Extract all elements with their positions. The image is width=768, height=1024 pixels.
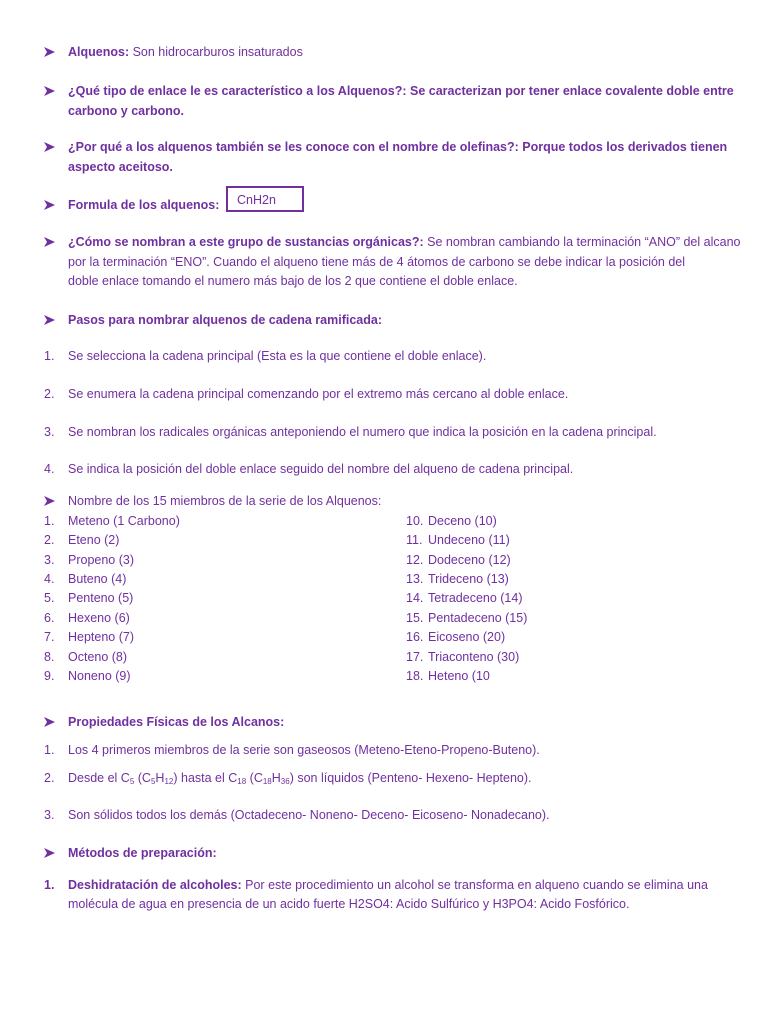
series-number: 3. [44,553,55,567]
steps-heading: Pasos para nombrar alquenos de cadena ramificada: [68,313,383,327]
series-item: Noneno (9) [68,669,131,683]
property-liquids-text [68,768,532,792]
series-number: 15. [406,611,424,625]
series-number: 14. [406,591,424,605]
definition-text: Son hidrocarburos insaturados [129,45,303,59]
property-number: 1. [44,743,55,757]
method-text: Por este procedimiento un alcohol se transforma en alqueno cuando se elimina una [241,878,708,892]
naming-answer-line3: doble enlace tomando el numero más bajo de los 2 que contiene el doble enlace. [68,274,518,288]
olefin-question-line2: aspecto aceitoso. [68,160,173,174]
method-number: 1. [44,878,55,892]
subscript: 36 [280,777,290,786]
series-item: Penteno (5) [68,591,134,605]
series-item: Eicoseno (20) [428,630,506,644]
bullet-arrow-icon [44,42,56,62]
bullet-arrow-icon [44,81,56,101]
method-line2: molécula de agua en presencia de un acido fuerte H2SO4: Acido Sulfúrico y H3PO4: Acido Fosfórico. [68,897,630,911]
properties-heading: Propiedades Físicas de los Alcanos: [68,715,285,729]
series-item: Hepteno (7) [68,630,135,644]
step-number: 2. [44,387,55,401]
property-number: 3. [44,808,55,822]
series-item: Propeno (3) [68,553,135,567]
property-number: 2. [44,771,55,785]
series-number: 13. [406,572,424,586]
subscript: 5 [150,777,156,786]
series-item: Heteno (10 [428,669,490,683]
methods-heading: Métodos de preparación: [68,846,217,860]
series-number: 12. [406,553,424,567]
series-number: 1. [44,514,55,528]
formula-fragment: ) son líquidos (Penteno- Hexeno- Hepteno). [289,771,532,785]
definition-label: Alquenos: [68,45,130,59]
series-item: Triaconteno (30) [428,650,520,664]
formula-fragment: ) hasta el C [173,771,238,785]
step-text: Se indica la posición del doble enlace seguido del nombre del alqueno de cadena principal. [68,462,574,476]
bond-question-line1: ¿Qué tipo de enlace le es característico a los Alquenos?: Se caracterizan por tener enlace covalente doble entre [68,84,734,98]
subscript: 18 [237,777,247,786]
formula-fragment: H [155,771,165,785]
series-item: Meteno (1 Carbono) [68,514,180,528]
series-number: 6. [44,611,55,625]
formula-fragment: (C [246,771,263,785]
olefin-question-line1: ¿Por qué a los alquenos también se les conoce con el nombre de olefinas?: Porque todos los derivados tienen [68,140,728,154]
formula-fragment: (C [134,771,151,785]
naming-answer-line2: por la terminación “ENO”. Cuando el alqueno tiene más de 4 átomos de carbono se debe indicar la posición del [68,255,686,269]
series-number: 4. [44,572,55,586]
series-item: Buteno (4) [68,572,127,586]
series-item: Tetradeceno (14) [428,591,523,605]
bullet-arrow-icon [44,195,56,215]
formula-text: CnH2n [237,193,276,207]
property-text: Son sólidos todos los demás (Octadeceno- Noneno- Deceno- Eicoseno- Nonadecano). [68,808,550,822]
series-number: 16. [406,630,424,644]
series-number: 7. [44,630,55,644]
naming-question-label: ¿Cómo se nombran a este grupo de sustancias orgánicas?: [68,235,424,249]
formula-label: Formula de los alquenos: [68,198,220,212]
step-number: 1. [44,349,55,363]
series-item: Trideceno (13) [428,572,509,586]
naming-answer-start: Se nombran cambiando la terminación “ANO” del alcano [423,235,741,249]
step-text: Se nombran los radicales orgánicas anteponiendo el numero que indica la posición en la cadena principal. [68,425,657,439]
series-item: Eteno (2) [68,533,120,547]
series-number: 11. [406,533,423,547]
formula-fragment: Desde el C [68,771,130,785]
step-number: 4. [44,462,55,476]
series-number: 8. [44,650,55,664]
series-item: Pentadeceno (15) [428,611,528,625]
series-number: 9. [44,669,55,683]
subscript: 18 [262,777,272,786]
series-item: Deceno (10) [428,514,497,528]
bullet-arrow-icon [44,491,56,511]
bullet-arrow-icon [44,712,56,732]
step-text: Se selecciona la cadena principal (Esta es la que contiene el doble enlace). [68,349,487,363]
formula-box [226,186,304,212]
bullet-arrow-icon [44,137,56,157]
series-heading: Nombre de los 15 miembros de la serie de los Alquenos: [68,494,382,508]
series-number: 17. [406,650,424,664]
step-number: 3. [44,425,55,439]
series-item: Hexeno (6) [68,611,130,625]
subscript: 12 [164,777,174,786]
method-label: Deshidratación de alcoholes: [68,878,242,892]
series-number: 2. [44,533,55,547]
property-text: Los 4 primeros miembros de la serie son gaseosos (Meteno-Eteno-Propeno-Buteno). [68,743,540,757]
series-item: Octeno (8) [68,650,128,664]
bond-question-line2: carbono y carbono. [68,104,184,118]
naming-question-line1 [68,232,740,252]
series-item: Dodeceno (12) [428,553,511,567]
bullet-arrow-icon [44,232,56,252]
series-number: 5. [44,591,55,605]
bullet-arrow-icon [44,843,56,863]
bullet-arrow-icon [44,310,56,330]
formula-fragment: H [271,771,281,785]
method-line1 [68,875,708,895]
subscript: 5 [129,777,135,786]
step-text: Se enumera la cadena principal comenzando por el extremo más cercano al doble enlace. [68,387,569,401]
definition-line [68,42,303,62]
series-number: 18. [406,669,424,683]
series-number: 10. [406,514,424,528]
series-item: Undeceno (11) [428,533,510,547]
